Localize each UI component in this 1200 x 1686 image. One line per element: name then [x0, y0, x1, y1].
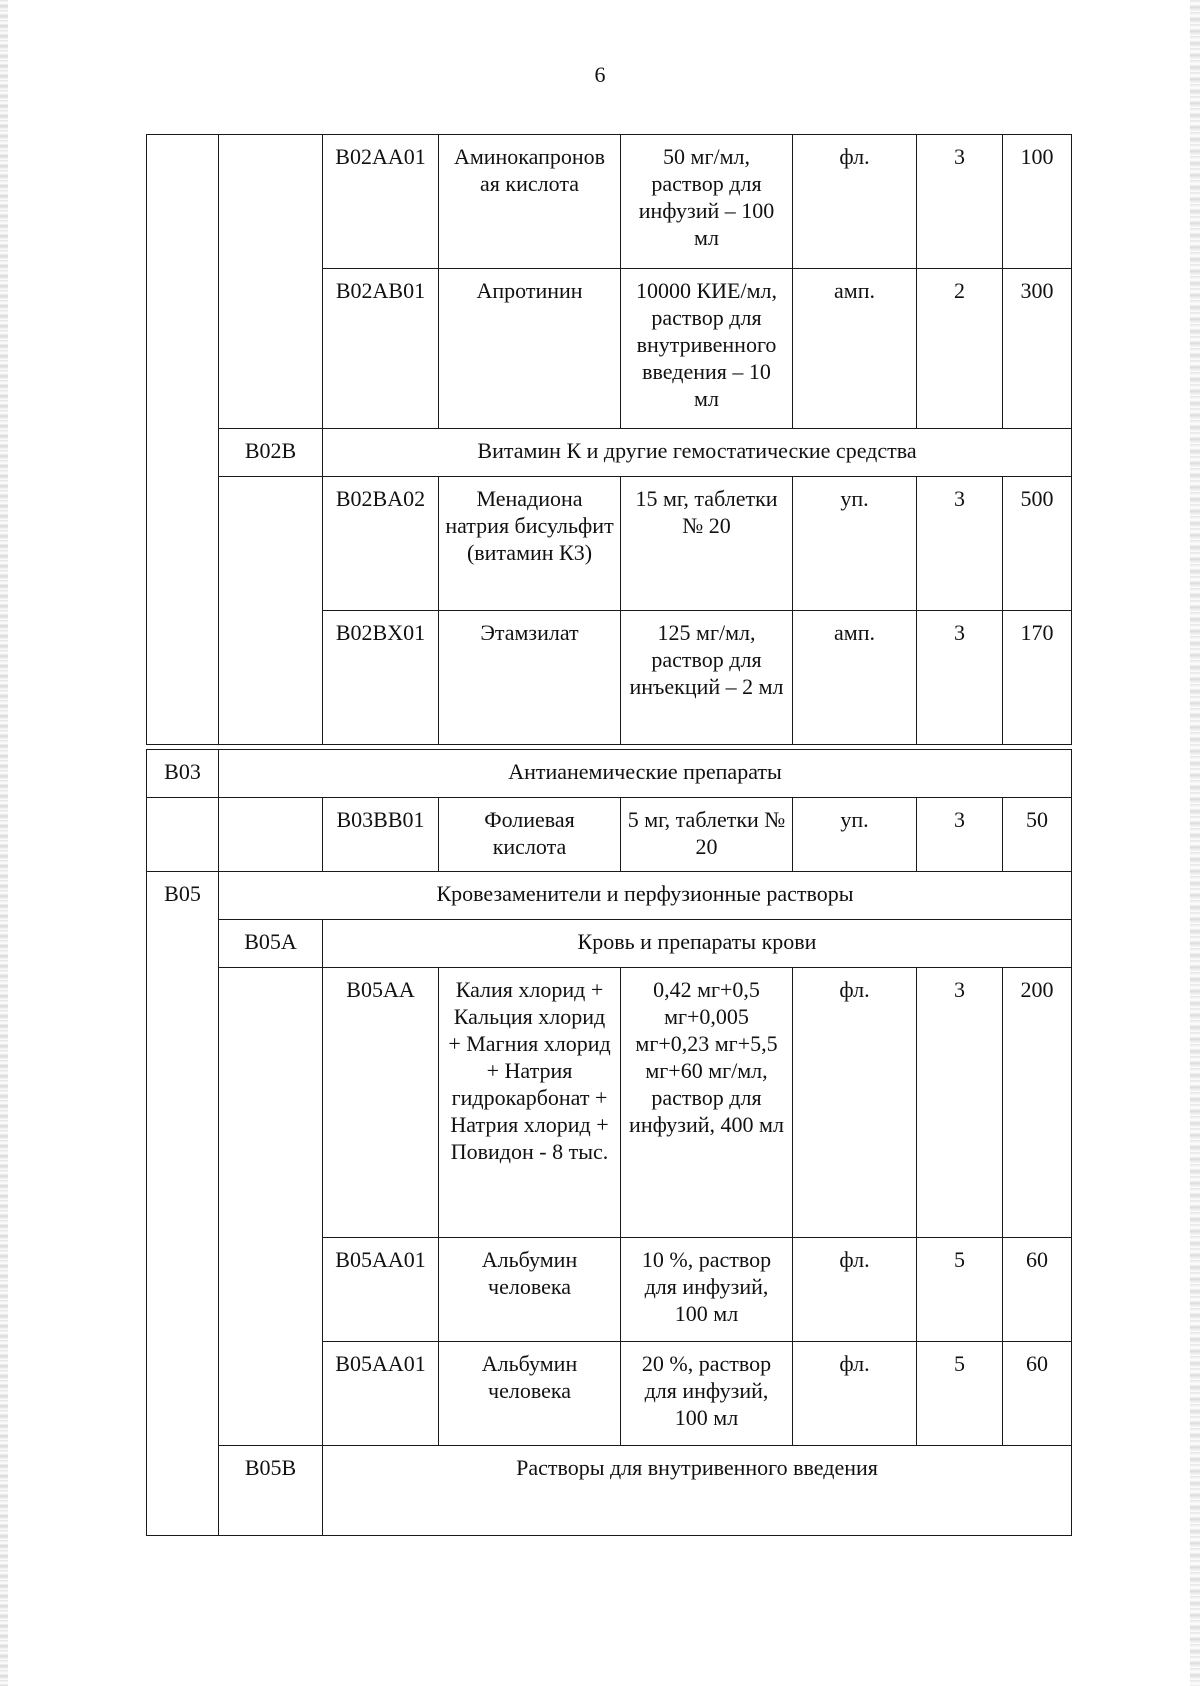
dosage-form: 10000 КИЕ/мл, раствор для внутривенного введения – 10 мл	[621, 269, 793, 429]
dosage-form: 10 %, раствор для инфузий, 100 мл	[621, 1238, 793, 1342]
drug-name: Аминокапронов ая кислота	[439, 135, 621, 269]
quantity: 3	[917, 611, 1003, 745]
section-row	[147, 872, 1072, 920]
atc-code: B05AA	[323, 968, 439, 1238]
atc-code: B05AA01	[323, 1342, 439, 1446]
group-code: B02B	[219, 429, 323, 477]
dosage-form: 125 мг/мл, раствор для инъекций – 2 мл	[621, 611, 793, 745]
table-row	[147, 798, 1072, 872]
atc-code: B02AA01	[323, 135, 439, 269]
unit: фл.	[793, 1238, 917, 1342]
group-row	[147, 429, 1072, 477]
group-code: B05B	[219, 1446, 323, 1536]
atc-code: B02AB01	[323, 269, 439, 429]
drug-name: Фолиевая кислота	[439, 798, 621, 872]
amount: 100	[1003, 135, 1072, 269]
quantity: 3	[917, 477, 1003, 611]
amount: 300	[1003, 269, 1072, 429]
drug-table-continued	[146, 749, 1072, 1536]
quantity: 5	[917, 1342, 1003, 1446]
quantity: 3	[917, 798, 1003, 872]
quantity: 2	[917, 269, 1003, 429]
group-row	[147, 920, 1072, 968]
section-title: Антианемические препараты	[219, 750, 1072, 798]
drug-table	[146, 134, 1072, 745]
dosage-form: 50 мг/мл, раствор для инфузий – 100 мл	[621, 135, 793, 269]
atc-code: B02BA02	[323, 477, 439, 611]
table-row	[147, 135, 1072, 269]
amount: 170	[1003, 611, 1072, 745]
drug-name: Калия хлорид + Кальция хлорид + Магния хлорид + Натрия гидрокарбонат + Натрия хлорид + Повидон - 8 тыс.	[439, 968, 621, 1238]
amount: 200	[1003, 968, 1072, 1238]
group-code: B05A	[219, 920, 323, 968]
page-number: 6	[594, 62, 606, 87]
drug-name: Этамзилат	[439, 611, 621, 745]
drug-name: Альбумин человека	[439, 1238, 621, 1342]
atc-code: B02BX01	[323, 611, 439, 745]
quantity: 3	[917, 135, 1003, 269]
unit: уп.	[793, 798, 917, 872]
drug-name: Менадиона натрия бисульфит (витамин К3)	[439, 477, 621, 611]
amount: 50	[1003, 798, 1072, 872]
unit: фл.	[793, 135, 917, 269]
unit: фл.	[793, 1342, 917, 1446]
quantity: 3	[917, 968, 1003, 1238]
atc-code: B03BB01	[323, 798, 439, 872]
unit: амп.	[793, 611, 917, 745]
amount: 60	[1003, 1342, 1072, 1446]
section-row	[147, 750, 1072, 798]
empty-cell	[219, 968, 323, 1446]
dosage-form: 15 мг, таблетки № 20	[621, 477, 793, 611]
drug-name: Альбумин человека	[439, 1342, 621, 1446]
drug-name: Апротинин	[439, 269, 621, 429]
scan-edge-left	[0, 0, 8, 1686]
dosage-form: 0,42 мг+0,5 мг+0,005 мг+0,23 мг+5,5 мг+60 мг/мл, раствор для инфузий, 400 мл	[621, 968, 793, 1238]
empty-cell	[147, 798, 219, 872]
empty-cell	[147, 135, 219, 745]
amount: 60	[1003, 1238, 1072, 1342]
unit: фл.	[793, 968, 917, 1238]
group-title: Кровь и препараты крови	[323, 920, 1072, 968]
table-row	[147, 477, 1072, 611]
scan-edge-right	[1190, 0, 1200, 1686]
empty-cell	[219, 477, 323, 745]
unit: амп.	[793, 269, 917, 429]
dosage-form: 5 мг, таблетки № 20	[621, 798, 793, 872]
group-title: Растворы для внутривенного введения	[323, 1446, 1072, 1536]
group-row	[147, 1446, 1072, 1536]
atc-code: B05AA01	[323, 1238, 439, 1342]
dosage-form: 20 %, раствор для инфузий, 100 мл	[621, 1342, 793, 1446]
amount: 500	[1003, 477, 1072, 611]
empty-cell	[219, 798, 323, 872]
section-code: B05	[147, 872, 219, 1536]
empty-cell	[219, 135, 323, 429]
section-code: B03	[147, 750, 219, 798]
unit: уп.	[793, 477, 917, 611]
table-row	[147, 968, 1072, 1238]
group-title: Витамин К и другие гемостатические средства	[323, 429, 1072, 477]
quantity: 5	[917, 1238, 1003, 1342]
section-title: Кровезаменители и перфузионные растворы	[219, 872, 1072, 920]
